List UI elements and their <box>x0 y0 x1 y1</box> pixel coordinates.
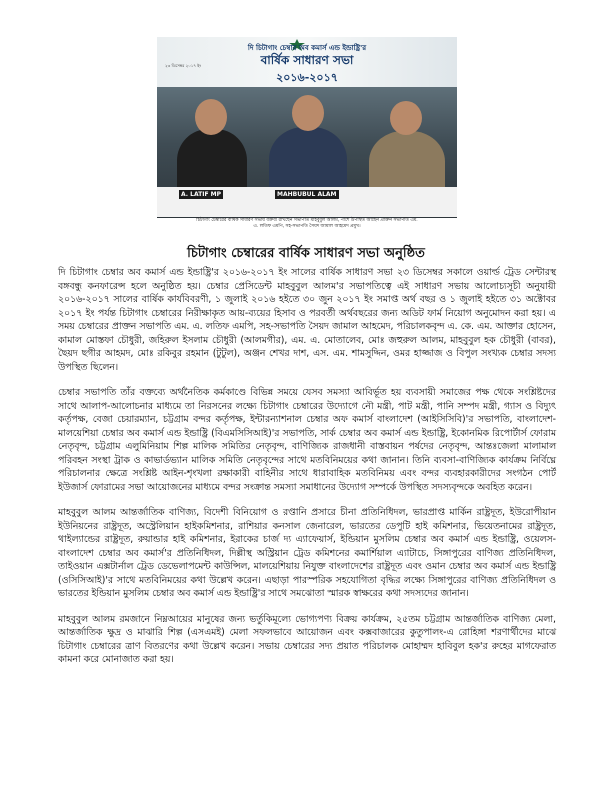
paragraph-2: চেম্বার সভাপতি তাঁর বক্তব্যে অর্থনৈতিক কর্মকাণ্ডে বিভিন্ন সময়ে যেসব সমস্যা আবির্ভূত হয় ব্যবসায়ী সমাজের পক্ষ থেকে সংশ্লিষ্টদের সাথে আলাপ-আলোচনার মাধ্যমে তা নিরসনের লক্ষ্যে চিটাগাং চেম্বারের উদ্যোগে নৌ মন্ত্রী, পাট মন্ত্রী, পানি সম্পদ মন্ত্রী, গ্যাস ও বিদ্যুৎ কর্তৃপক্ষ, বেজা চেয়ারম্যান, চট্টগ্রাম বন্দর কর্তৃপক্ষ, ইন্টারন্যাশনাল চেম্বার অফ কমার্স বাংলাদেশ (আইসিসিবি)'র সভাপতি, বাংলাদেশ-মালয়েশিয়া চেম্বার অব কমার্স এন্ড ইন্ডাষ্ট্রি (বিএমসিসিআই)'র সভাপতি, সার্ক চেম্বার অব কমার্স এন্ড ইন্ডাষ্ট্রি, ইকোনমিক রিপোর্টার্স ফোরাম নেতৃবৃন্দ, চট্টগ্রাম এলুমিনিয়াম শিল্প মালিক সমিতির নেতৃবৃন্দ, বাণিজ্যিক রাজধানী বাস্তবায়ন পর্ষদের নেতৃবৃন্দ, আন্তঃজেলা মালামাল পরিবহন সংস্থা ট্রাক ও কাভার্ডভ্যান মালিক সমিতি নেতৃবৃন্দের সাথে মতবিনিময়ের কথা জানান। তিনি ব্যবসা-বাণিজ্যিক কার্যক্রম নির্বিঘ্নে পরিচালনার ক্ষেত্রে সংশ্লিষ্ট আইন-শৃংখলা রক্ষাকারী বাহিনীর সাথে ধারাবাহিক মতবিনিময় এবং বন্দর ব্যবহারকারীদের সংগঠন পোর্ট ইউজার্স ফোরামের সভা আয়োজনের মাধ্যমে বন্দর সংক্রান্ত সমস্যা সমাধানের উদ্যোগ সম্পর্কে উপস্থিত সদস্যবৃন্দকে অবহিত করেন। <box>58 387 556 493</box>
person-left-head <box>195 99 227 135</box>
paragraph-4: মাহবুবুল আলম রমজানে নিম্নআয়ের মানুষের জন্য ভর্তুকিমূল্যে ভোগ্যপণ্য বিক্রয় কার্যক্রম, ২৫তম চট্টগ্রাম আন্তর্জাতিক বাণিজ্য মেলা, আন্তর্জাতিক ক্ষুদ্র ও মাঝারি শিল্প (এসএমই) মেলা সফলভাবে আয়োজন এবং কক্সবাজারের কুতুপালং-এ রোহিঙ্গা শরণার্থীদের মাঝে চিটাগাং চেম্বারের ত্রাণ বিতরণের কথা উল্লেখ করেন। সভায় চেম্বারের সদ্য প্রয়াত পরিচালক মোহাম্মদ হাবিবুল হক'র রুহের মাগফেরাত কামনা করে মোনাজাত করা হয়। <box>58 613 556 665</box>
nameplate-center: MAHBUBUL ALAM <box>277 191 337 198</box>
person-center-head <box>292 95 324 131</box>
banner-date-text: ২৩ ডিসেম্বর ২০১৭ ইং <box>165 63 202 68</box>
paragraph-1: দি চিটাগাং চেম্বার অব কমার্স এন্ড ইন্ডাষ্ট্রি'র ২০১৬-২০১৭ ইং সালের বার্ষিক সাধারণ সভা ২৩ ডিসেম্বর সকালে ওয়ার্ল্ড ট্রেড সেন্টারস্থ বঙ্গবন্ধু কনফারেন্স হলে অনুষ্ঠিত হয়। চেম্বার প্রেসিডেন্ট মাহবুবুল আলম'র সভাপতিত্বে এই সাধারণ সভায় আলোচ্যসূচী অনুযায়ী ২০১৬-২০১৭ সালের বার্ষিক কার্যবিবরণী, ১ জুলাই ২০১৬ হইতে ৩০ জুন ২০১৭ ইং সমাপ্ত অর্থ বছর ও ১ জুলাই হইতে ৩১ অক্টোবর ২০১৭ ইং পর্যন্ত চিটাগাং চেম্বারের নিরীক্ষাকৃত আয়-ব্যয়ের হিসাব ও পরবর্তী অর্থবছরের জন্য অডিট ফার্ম নিয়োগ অনুমোদন করা হয়। এ সময় চেম্বারের প্রাক্তন সভাপতি এম. এ. লতিফ এমপি, সহ-সভাপতি সৈয়দ জামাল আহমেদ, পরিচালকবৃন্দ এ. কে. এম. আক্তার হোসেন, কামাল মোস্তফা চৌধুরী, জহিরুল ইসলাম চৌধুরী (আলমগীর), এম. এ. মোতালেব, মোঃ জহুরুল আলম, মাহবুবুল হক চৌধুরী (বাবর), ছৈয়দ ছগীর আহমদ, মোঃ রকিবুর রহমান (টুটুল), অঞ্জন শেখর দাশ, এস. এম. শামসুদ্দিন, ওমর হাজ্জাজ ও বিপুল সংখ্যক চেম্বার সদস্য উপস্থিত ছিলেন। <box>58 267 556 373</box>
nameplate-left: A. LATIF MP <box>181 191 222 198</box>
banner-year: ২০১৬-২০১৭ <box>276 71 338 84</box>
caption-line-1: চিটাগাং চেম্বারের বার্ষিক সাধারণ সভায় বক্তব্য রাখছেন সভাপতি মাহবুবুল আলম, পাশে উপস্থিত আছেন প্রাক্তন সভাপতি এম. <box>196 218 418 223</box>
event-banner <box>157 37 457 87</box>
article-headline: চিটাগাং চেম্বারের বার্ষিক সাধারণ সভা অনুষ্ঠিত <box>187 246 425 261</box>
article-body <box>58 266 556 679</box>
event-photo <box>157 37 457 232</box>
banner-subtitle: বার্ষিক সাধারণ সভা <box>260 53 354 67</box>
paragraph-3: মাহবুবুল আলম আন্তর্জাতিক বাণিজ্য, বিদেশী বিনিয়োগ ও রপ্তানি প্রসারে চীনা প্রতিনিধিদল, ভারপ্রাপ্ত মার্কিন রাষ্ট্রদূত, ইউরোপীয়ান ইউনিয়নের রাষ্ট্রদূত, অস্ট্রেলিয়ান হাইকমিশনার, রাশিয়ার কনসাল জেনারেল, ভারতের ডেপুটি হাই কমিশনার, ভিয়েতনামের রাষ্ট্রদূত, থাইল্যান্ডের রাষ্ট্রদূত, রুয়ান্ডার হাই কমিশনার, ইরাকের চার্জ দ্য এ্যাফেয়ার্স, ইন্ডিয়ান মুসলিম চেম্বার অব কমার্স এন্ড ইন্ডাষ্ট্রি, ওয়েলস-বাংলাদেশ চেম্বার অব কমার্স'র প্রতিনিধিদল, দিল্লীস্থ অস্ট্রিয়ান ট্রেড কমিশনের কমার্শিয়াল এ্যাটাচে, সিঙ্গাপুরের বাণিজ্য প্রতিনিধিদল, তাইওয়ান এক্সটার্নাল ট্রেড ডেভেলাপমেন্ট কাউন্সিল, মালয়েশিয়ায় নিযুক্ত বাংলাদেশের রাষ্ট্রদূত এবং ওমান চেম্বার অব কমার্স এন্ড ইন্ডাষ্ট্রি (ওসিসিআই)'র সাথে মতবিনিময়ের কথা উল্লেখ করেন। এছাড়া পারস্পরিক সহযোগিতা বৃদ্ধির লক্ষ্যে সিঙ্গাপুরের বাণিজ্য প্রতিনিধিদল ও ভারতের ইন্ডিয়ান মুসলিম চেম্বার অব কমার্স এন্ড ইন্ডাষ্ট্রি'র সাথে সমঝোতা স্মারক স্বাক্ষরের কথা সদস্যদের জানান। <box>58 507 556 599</box>
banner-title: দি চিটাগাং চেম্বার অব কমার্স এন্ড ইন্ডাষ্ট্রি'র <box>247 44 367 52</box>
person-right-head <box>390 101 422 135</box>
caption-line-2: এ. লতিফ এমপি, সহ-সভাপতি সৈয়দ জামাল আহমেদ প্রমুখ। <box>253 224 361 229</box>
photo-caption <box>157 218 457 232</box>
